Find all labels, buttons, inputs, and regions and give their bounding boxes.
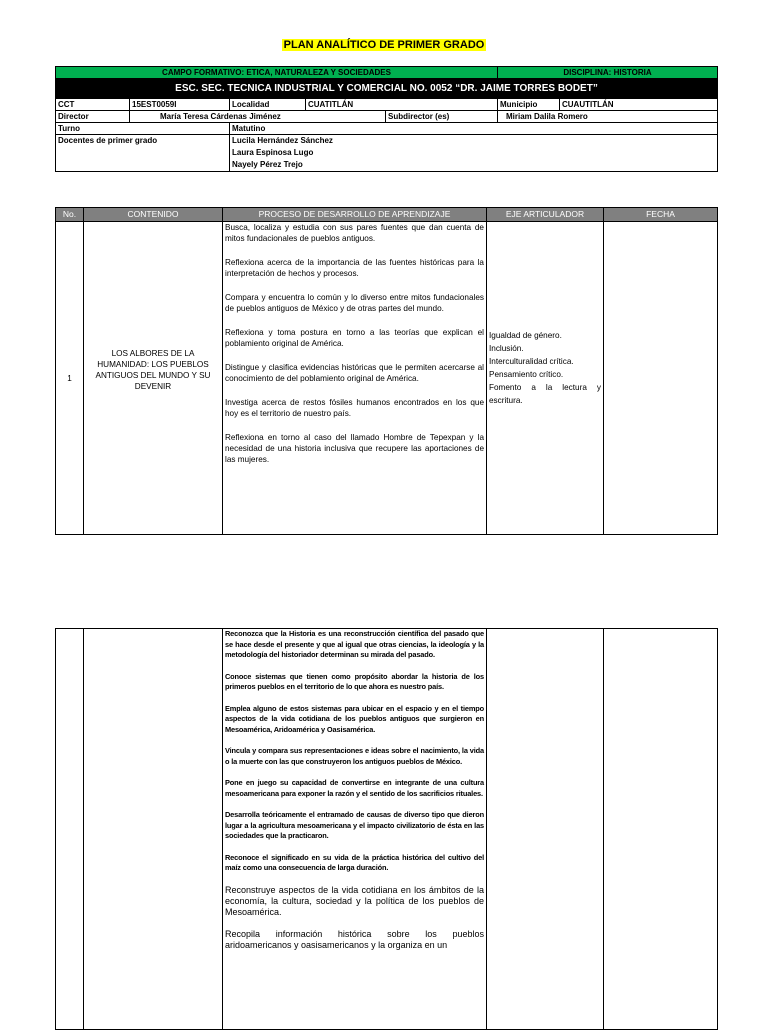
plan-table-continued (55, 628, 718, 1030)
table-row (56, 222, 718, 535)
col-header-contenido: CONTENIDO (84, 208, 223, 222)
subdirector-label: Subdirector (es) (386, 111, 498, 123)
row-procesos (223, 629, 487, 1030)
row-ejes (487, 629, 604, 1030)
eje-item: Interculturalidad crítica. (489, 357, 574, 366)
proceso-item: Reflexiona y toma postura en torno a las teorías que explican el poblamiento original de América. (225, 328, 484, 348)
proceso-item: Emplea alguno de estos sistemas para ubicar en el espacio y en el tiempo aspectos de la vida cotidiana de los pueblos antiguos que surgieron en Mesoamérica, Aridoamérica y Oasisamérica. (225, 703, 484, 734)
proceso-item: Reflexiona acerca de la importancia de las fuentes históricas para la interpretación de hechos y procesos. (225, 258, 484, 278)
turno-value: Matutino (230, 123, 718, 135)
subdirector-value: Miriam Dalila Romero (498, 111, 718, 123)
row-contenido: LOS ALBORES DE LA HUMANIDAD: LOS PUEBLOS ANTIGUOS DEL MUNDO Y SU DEVENIR (84, 222, 223, 535)
disciplina: DISCIPLINA: HISTORIA (498, 67, 718, 79)
proceso-item: Busca, localiza y estudia con sus pares fuentes que dan cuenta de mitos fundacionales de pueblos antiguos. (225, 223, 484, 243)
info-table (55, 66, 718, 172)
table-row (56, 629, 718, 1030)
school-name: ESC. SEC. TECNICA INDUSTRIAL Y COMERCIAL NO. 0052 “DR. JAIME TORRES BODET” (56, 79, 718, 99)
proceso-item: Vincula y compara sus representaciones e ideas sobre el nacimiento, la vida o la muerte con las que construyeron los antiguos pueblos de México. (225, 746, 484, 766)
row-fecha (604, 629, 718, 1030)
localidad-value: CUATITLÁN (306, 99, 498, 111)
municipio-value: CUAUTITLÁN (560, 99, 718, 111)
municipio-label: Municipio (498, 99, 560, 111)
row-procesos (223, 222, 487, 535)
proceso-item: Investiga acerca de restos fósiles humanos encontrados en los que hoy es el territorio de nuestro país. (225, 398, 484, 418)
director-value: María Teresa Cárdenas Jiménez (130, 111, 386, 123)
proceso-item: Reconozca que la Historia es una reconstrucción científica del pasado que se hace desde el presente y que al igual que otras ciencias, la ideología y la metodología del historiador determinan su mirada del pasado. (225, 629, 484, 659)
row-contenido (84, 629, 223, 1030)
col-header-fecha: FECHA (604, 208, 718, 222)
docente-name: Laura Espinosa Lugo (232, 148, 314, 157)
cct-label: CCT (56, 99, 130, 111)
plan-table (55, 207, 718, 535)
row-number (56, 629, 84, 1030)
proceso-item: Reconstruye aspectos de la vida cotidiana en los ámbitos de la economía, la cultura, sociedad y la política de los pueblos de Mesoamérica. (225, 884, 484, 917)
docentes-list (230, 135, 718, 172)
col-header-no: No. (56, 208, 84, 222)
docente-name: Lucila Hernández Sánchez (232, 136, 333, 145)
proceso-item: Recopila información histórica sobre los pueblos aridoamericanos y oasisamericanos y la organiza en un (225, 928, 484, 950)
row-number: 1 (56, 222, 84, 535)
proceso-item: Distingue y clasifica evidencias históricas que le permiten acercarse al conocimiento de del poblamiento original de América. (225, 363, 484, 383)
col-header-proceso: PROCESO DE DESARROLLO DE APRENDIZAJE (223, 208, 487, 222)
cct-value: 15EST0059I (130, 99, 230, 111)
eje-item: Pensamiento crítico. (489, 370, 564, 379)
proceso-item: Reconoce el significado en su vida de la práctica histórica del cultivo del maíz como una consecuencia de larga duración. (225, 852, 484, 872)
proceso-item: Desarrolla teóricamente el entramado de causas de diverso tipo que dieron lugar a la agricultura mesoamericana y el impacto civilizatorio de ésta en las sociedades que la practicaron. (225, 810, 484, 840)
row-fecha (604, 222, 718, 535)
eje-item: Fomento a la lectura y escritura. (489, 383, 601, 405)
proceso-item: Conoce sistemas que tienen como propósito abordar la historia de los primeros pueblos en el territorio de lo que ahora es nuestro país. (225, 671, 484, 691)
col-header-eje: EJE ARTICULADOR (487, 208, 604, 222)
turno-label: Turno (56, 123, 230, 135)
proceso-item: Compara y encuentra lo común y lo diverso entre mitos fundacionales de pueblos antiguos de México y de otras partes del mundo. (225, 293, 484, 313)
proceso-item: Reflexiona en torno al caso del llamado Hombre de Tepexpan y la necesidad de una historia inclusiva que recupere las aportaciones de las mujeres. (225, 433, 484, 464)
row-ejes (487, 222, 604, 535)
eje-item: Igualdad de género. (489, 331, 562, 340)
campo-formativo: CAMPO FORMATIVO: ETICA, NATURALEZA Y SOCIEDADES (56, 67, 498, 79)
page-title (0, 35, 768, 53)
page-title-text: PLAN ANALÍTICO DE PRIMER GRADO (283, 39, 485, 51)
docente-name: Nayely Pérez Trejo (232, 160, 303, 169)
director-label: Director (56, 111, 130, 123)
proceso-item: Pone en juego su capacidad de convertirse en integrante de una cultura mesoamericana para exponer la razón y el sentido de los sacrificios rituales. (225, 778, 484, 798)
localidad-label: Localidad (230, 99, 306, 111)
docentes-label: Docentes de primer grado (56, 135, 230, 172)
eje-item: Inclusión. (489, 344, 524, 353)
